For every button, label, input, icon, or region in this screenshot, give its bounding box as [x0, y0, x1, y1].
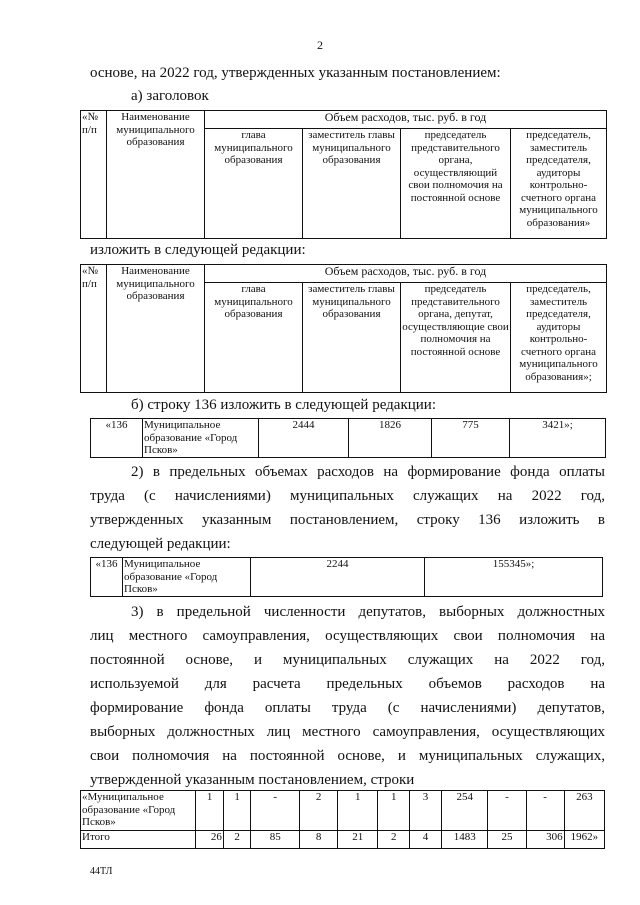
row-name: Муниципальное образование «Город Псков»: [123, 558, 251, 597]
col-number-header: «№ п/п: [81, 111, 107, 239]
sub-header-head: глава муниципального образования: [205, 129, 303, 239]
cell-value: 1483: [441, 831, 488, 849]
cell-value: 2: [223, 831, 251, 849]
para3-line-5: формирование фонда оплаты труда (с начислениями) депутатов,: [90, 700, 605, 716]
sub-header-audit: председатель, заместитель председателя, аудиторы контрольно-счетного органа муниципального образования»;: [511, 283, 607, 393]
sub-header-audit: председатель, заместитель председателя, аудиторы контрольно-счетного органа муниципального образования»: [511, 129, 607, 239]
cell-value: 263: [564, 791, 604, 831]
para3-line-4: используемой для расчета предельных объемов расходов на: [90, 676, 605, 692]
cell-value: 1: [338, 791, 378, 831]
value-chairman: 775: [432, 419, 510, 458]
col-name-header: Наименование муниципального образования: [107, 265, 205, 393]
value-audit: 3421»;: [510, 419, 606, 458]
cell-value: 85: [251, 831, 300, 849]
para3-line-1: 3) в предельной численности депутатов, выборных должностных: [131, 604, 605, 620]
sub-header-chairman: председатель представительного органа, осуществляющий свои полномочия на постоянной основе: [401, 129, 511, 239]
row-name: Итого: [81, 831, 196, 849]
row-number: «136: [91, 419, 143, 458]
sub-header-head: глава муниципального образования: [205, 283, 303, 393]
header-table-old: [80, 110, 607, 239]
cell-value: 306: [526, 831, 564, 849]
item-a-label: а) заголовок: [131, 88, 209, 104]
para2-line-2: труда (с начислениями) муниципальных служащих на 2022 год,: [90, 488, 605, 504]
cell-value: 1962»: [564, 831, 604, 849]
row136-expenses-table: [90, 418, 606, 458]
cell-value: 26: [196, 831, 224, 849]
cell-value: -: [526, 791, 564, 831]
para2-line-3: утвержденных указанным постановлением, строку 136 изложить в: [90, 512, 605, 528]
cell-value: -: [251, 791, 300, 831]
cell-value: 21: [338, 831, 378, 849]
sub-header-chairman: председатель представительного органа, депутат, осуществляющие свои полномочия на постоянной основе: [401, 283, 511, 393]
cell-value: 8: [300, 831, 338, 849]
intro-line: основе, на 2022 год, утвержденных указанным постановлением:: [90, 65, 501, 81]
row-number: «136: [91, 558, 123, 597]
cell-value: 2: [378, 831, 410, 849]
value-wage-total: 155345»;: [425, 558, 603, 597]
sub-header-deputy: заместитель главы муниципального образования: [303, 129, 401, 239]
cell-value: 25: [488, 831, 526, 849]
para2-line-4: следующей редакции:: [90, 536, 231, 552]
value-deputy: 1826: [349, 419, 432, 458]
col-group-header: Объем расходов, тыс. руб. в год: [205, 265, 607, 283]
table-row: [81, 831, 605, 849]
header-table-new: [80, 264, 607, 393]
row-name: «Муниципальное образование «Город Псков»: [81, 791, 196, 831]
col-number-header: «№ п/п: [81, 265, 107, 393]
row136-wage-table: [90, 557, 603, 597]
value-head: 2444: [259, 419, 349, 458]
cell-value: 3: [410, 791, 442, 831]
cell-value: 1: [223, 791, 251, 831]
para3-line-2: лиц местного самоуправления, осуществляющих свои полномочия на: [90, 628, 605, 644]
para3-line-8: утвержденной указанным постановлением, строки: [90, 772, 415, 788]
table-row: [81, 791, 605, 831]
cell-value: 1: [196, 791, 224, 831]
sub-header-deputy: заместитель главы муниципального образования: [303, 283, 401, 393]
redaction-line: изложить в следующей редакции:: [90, 242, 306, 258]
staffing-table: [80, 790, 605, 849]
col-name-header: Наименование муниципального образования: [107, 111, 205, 239]
cell-value: 2: [300, 791, 338, 831]
page-number: 2: [317, 38, 323, 52]
cell-value: 1: [378, 791, 410, 831]
footer-code: 44ТЛ: [90, 866, 113, 877]
para3-line-6: выборных должностных лиц местного самоуправления, осуществляющих: [90, 724, 605, 740]
para2-line-1: 2) в предельных объемах расходов на формирование фонда оплаты: [131, 464, 605, 480]
cell-value: 4: [410, 831, 442, 849]
item-b-label: б) строку 136 изложить в следующей редакции:: [131, 397, 436, 413]
row-name: Муниципальное образование «Город Псков»: [143, 419, 259, 458]
cell-value: 254: [441, 791, 488, 831]
cell-value: -: [488, 791, 526, 831]
para3-line-3: постоянной основе, и муниципальных служащих на 2022 год,: [90, 652, 605, 668]
value-wage-employees: 2244: [251, 558, 425, 597]
col-group-header: Объем расходов, тыс. руб. в год: [205, 111, 607, 129]
para3-line-7: свои полномочия на постоянной основе, и муниципальных служащих,: [90, 748, 605, 764]
